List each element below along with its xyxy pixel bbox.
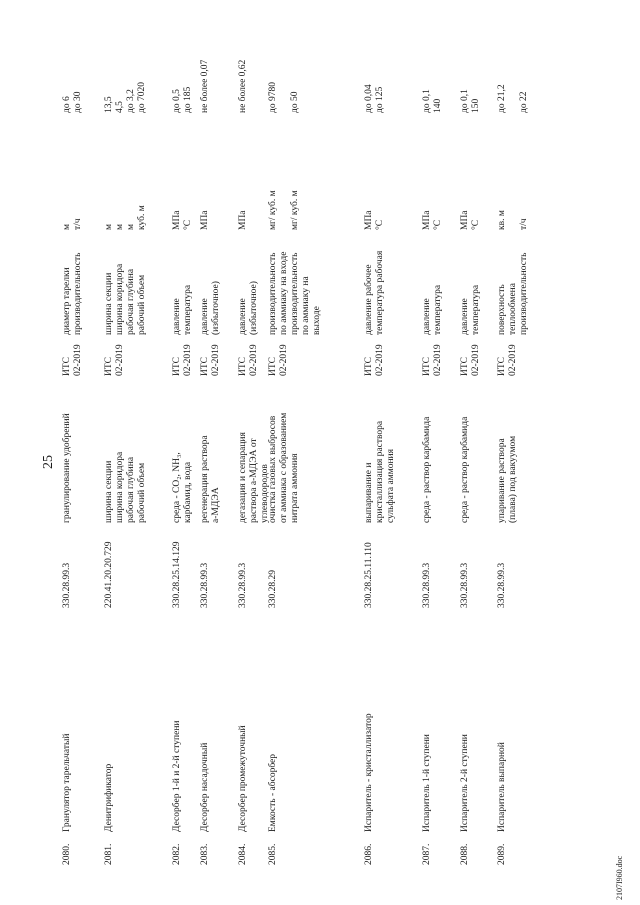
row-purpose-line: (плава) под вакуумом	[508, 435, 518, 523]
row-values-line: до 9780	[268, 82, 278, 113]
row-values-line	[508, 84, 519, 113]
row-number: 2088.	[460, 843, 470, 865]
row-characteristics-line: производительность	[519, 252, 529, 335]
row-purpose-line: очистка газовых выбросов	[268, 415, 278, 523]
row-characteristics-line: давление	[460, 298, 470, 335]
row-characteristics-line: давление	[238, 298, 248, 335]
row-characteristics-line: поверхность	[497, 284, 507, 335]
row-units-line: °С	[471, 219, 481, 230]
row-characteristics	[497, 253, 530, 335]
row-units-line: МПа	[364, 210, 374, 230]
row-characteristics-line: производительность	[73, 252, 83, 335]
row-characteristics-line: (избыточное)	[249, 281, 259, 335]
row-characteristics	[268, 252, 323, 335]
row-units-line	[508, 210, 519, 230]
row-characteristics-line: температура	[471, 284, 481, 335]
row-equipment-name: Гранулятор тарельчатый	[62, 733, 72, 832]
row-units	[200, 210, 211, 230]
row-characteristics-line: температура рабочая	[375, 250, 385, 335]
row-units	[460, 210, 482, 230]
row-purpose	[497, 436, 519, 523]
row-purpose	[104, 452, 148, 523]
row-equipment-name: Десорбер насадочный	[200, 742, 210, 832]
row-units	[104, 205, 148, 230]
row-characteristics	[460, 285, 482, 335]
row-okpd-code: 330.28.99.3	[238, 562, 248, 608]
row-purpose-line: кристаллизация раствора	[375, 420, 385, 523]
row-its-reference-line: ИТС	[268, 357, 278, 376]
row-characteristics	[104, 264, 148, 335]
row-purpose-line: среда - раствор карбамида	[422, 416, 432, 523]
row-characteristics-line: давление	[422, 298, 432, 335]
row-units-line: т/ч	[519, 218, 529, 230]
row-its-reference-line: 02-2019	[183, 344, 193, 376]
row-values-line: до 0,5	[172, 89, 182, 113]
row-purpose	[268, 413, 301, 523]
row-purpose	[364, 421, 397, 523]
row-units-line: кв. м	[497, 210, 507, 230]
row-purpose-line: от аммиака с образованием	[279, 412, 289, 523]
row-characteristics	[364, 251, 386, 335]
row-its-reference-line: 02-2019	[249, 344, 259, 376]
row-purpose-line: среда - раствор карбамида	[460, 416, 470, 523]
row-units-line: м	[126, 223, 136, 230]
row-okpd-code: 330.28.99.3	[497, 562, 507, 608]
row-number: 2080.	[62, 843, 72, 865]
row-its-reference-line: ИТС	[62, 357, 72, 376]
row-values	[104, 82, 148, 113]
row-equipment-name: Емкость - абсорбер	[268, 754, 278, 832]
row-values-line: до 125	[375, 86, 385, 113]
row-characteristics	[238, 281, 260, 335]
row-purpose-line: рабочий объем	[137, 462, 147, 523]
row-number: 2082.	[172, 843, 182, 865]
row-its-reference-line: 02-2019	[279, 344, 289, 376]
row-its-reference	[200, 344, 222, 376]
row-units-line: т/ч	[73, 218, 83, 230]
row-characteristics	[172, 285, 194, 335]
row-its-reference-line: ИТС	[104, 357, 114, 376]
page-number: 25	[41, 455, 56, 469]
row-its-reference	[268, 344, 290, 376]
row-purpose-line: углеводородов	[260, 464, 270, 523]
row-characteristics-line: производительность	[268, 252, 278, 335]
row-purpose-line: раствора а-МДЭА от	[249, 438, 259, 523]
row-units	[364, 210, 386, 230]
row-number: 2087.	[422, 843, 432, 865]
row-values-line: до 185	[183, 86, 193, 113]
row-its-reference	[238, 344, 260, 376]
row-units-line: МПа	[422, 210, 432, 230]
row-values-line	[279, 82, 290, 113]
row-its-reference-line: 02-2019	[433, 344, 443, 376]
row-okpd-code: 330.28.99.3	[62, 562, 72, 608]
row-values-line: до 21,2	[497, 84, 507, 113]
row-its-reference	[62, 344, 84, 376]
row-purpose-line: рабочая глубина	[126, 456, 136, 523]
row-units	[497, 210, 530, 230]
row-units-line: мг/ куб. м	[268, 190, 278, 230]
row-characteristics-line: ширина секции	[104, 272, 114, 335]
row-units	[172, 210, 194, 230]
row-values-line: до 22	[519, 91, 529, 113]
row-purpose-line: регенерация раствора	[200, 435, 210, 523]
row-values	[238, 60, 249, 113]
row-okpd-code: 220.41.20.20.729	[104, 541, 114, 608]
row-characteristics-line: температура	[183, 284, 193, 335]
row-number: 2089.	[497, 843, 507, 865]
row-equipment-name: Испаритель выпарной	[497, 742, 507, 832]
row-okpd-code: 330.28.99.3	[200, 562, 210, 608]
row-purpose-line: ширина секции	[104, 460, 114, 523]
row-okpd-code: 330.28.99.3	[460, 562, 470, 608]
row-values-line: до 0,04	[364, 84, 374, 113]
row-characteristics-line: давление	[172, 298, 182, 335]
row-number: 2084.	[238, 843, 248, 865]
row-purpose-line: выпаривание и	[364, 462, 374, 523]
row-its-reference	[172, 344, 194, 376]
row-purpose-line: нитрата аммония	[290, 453, 300, 523]
row-purpose	[422, 417, 433, 523]
row-purpose	[460, 417, 471, 523]
row-values-line: до 0,1	[422, 89, 432, 113]
row-values	[422, 89, 444, 113]
row-purpose-line: гранулирование удобрений	[62, 413, 72, 523]
row-its-reference-line: 02-2019	[73, 344, 83, 376]
row-okpd-code: 330.28.25.14.129	[172, 541, 182, 608]
row-purpose	[238, 432, 271, 523]
row-its-reference-line: ИТС	[497, 357, 507, 376]
row-purpose-line: сульфата аммония	[386, 448, 396, 523]
row-characteristics-line: ширина коридора	[115, 263, 125, 335]
row-values	[364, 84, 386, 113]
row-purpose-line: а-МДЭА	[211, 487, 221, 523]
row-its-reference-line: 02-2019	[508, 344, 518, 376]
row-characteristics-line: по аммиаку на	[301, 276, 311, 335]
row-units-line: м	[62, 223, 72, 230]
row-values	[460, 89, 482, 113]
row-units-line: МПа	[172, 210, 182, 230]
row-purpose	[172, 452, 194, 523]
row-its-reference-line: 02-2019	[375, 344, 385, 376]
row-values	[200, 60, 211, 113]
row-purpose	[62, 413, 73, 523]
row-its-reference-line: ИТС	[460, 357, 470, 376]
row-values-line: до 3,2	[126, 89, 136, 113]
row-characteristics-line: теплообмена	[508, 283, 518, 335]
row-okpd-code: 330.28.99.3	[422, 562, 432, 608]
row-its-reference-line: ИТС	[172, 357, 182, 376]
row-units-line: мг/ куб. м	[290, 190, 300, 230]
row-characteristics-line: давление рабочее	[364, 264, 374, 335]
row-characteristics-line: по аммиаку на входе	[279, 251, 289, 335]
row-purpose-line: ширина коридора	[115, 451, 125, 523]
row-characteristics-line: давление	[200, 298, 210, 335]
row-okpd-code: 330.28.29	[268, 570, 278, 608]
row-units-line: м	[104, 223, 114, 230]
row-characteristics-line: рабочая глубина	[126, 268, 136, 335]
row-units-line: МПа	[238, 210, 248, 230]
row-units-line: куб. м	[137, 205, 147, 230]
row-number: 2083.	[200, 843, 210, 865]
footer-filename: 2107I960.doc	[615, 855, 624, 900]
row-characteristics	[200, 281, 222, 335]
row-values-line: не более 0,62	[238, 59, 248, 113]
row-units-line: МПа	[200, 210, 210, 230]
row-values-line: до 6	[62, 96, 72, 113]
row-values	[62, 92, 84, 113]
row-values-line: 140	[433, 98, 443, 113]
row-values-line: 4,5	[115, 101, 125, 113]
row-characteristics	[62, 253, 84, 335]
row-values-line: до 50	[290, 91, 300, 113]
row-its-reference-line: ИТС	[200, 357, 210, 376]
row-okpd-code: 330.28.25.11.110	[364, 542, 374, 608]
row-values	[268, 82, 301, 113]
row-values-line: 13,5	[104, 96, 114, 113]
row-its-reference	[460, 344, 482, 376]
row-equipment-name: Денитрификатор	[104, 763, 114, 832]
row-its-reference	[104, 344, 126, 376]
row-units	[238, 210, 249, 230]
row-equipment-name: Десорбер промежуточный	[238, 725, 248, 832]
row-units	[62, 218, 84, 230]
row-units-line: °С	[433, 219, 443, 230]
row-purpose-line: дегазация и сепарация	[238, 432, 248, 523]
row-values-line: не более 0,07	[200, 59, 210, 113]
row-its-reference-line: 02-2019	[471, 344, 481, 376]
row-values-line: до 7020	[137, 82, 147, 113]
row-units-line: м	[115, 223, 125, 230]
row-characteristics-line: температура	[433, 284, 443, 335]
row-units	[268, 190, 301, 230]
row-equipment-name: Десорбер 1-й и 2-й ступени	[172, 720, 182, 832]
row-values-line: до 0,1	[460, 89, 470, 113]
row-its-reference-line: 02-2019	[211, 344, 221, 376]
row-purpose-line: среда - CO₂, NH₃,	[172, 452, 182, 523]
row-purpose-line: упаривание раствора	[497, 438, 507, 523]
row-number: 2085.	[268, 843, 278, 865]
row-purpose	[200, 435, 222, 523]
row-purpose-line: карбамид, вода	[183, 461, 193, 523]
row-units-line: °С	[375, 219, 385, 230]
row-equipment-name: Испаритель - кристаллизатор	[364, 713, 374, 832]
row-equipment-name: Испаритель 2-й ступени	[460, 734, 470, 832]
row-units-line: °С	[183, 219, 193, 230]
row-characteristics-line: (избыточное)	[211, 281, 221, 335]
row-its-reference-line: ИТС	[238, 357, 248, 376]
row-its-reference-line: 02-2019	[115, 344, 125, 376]
row-its-reference-line: ИТС	[422, 357, 432, 376]
row-units-line	[279, 190, 290, 230]
row-characteristics-line: диаметр тарелки	[62, 267, 72, 335]
row-characteristics	[422, 285, 444, 335]
row-characteristics-line: выходе	[312, 306, 322, 335]
row-number: 2081.	[104, 843, 114, 865]
row-units-line: МПа	[460, 210, 470, 230]
row-equipment-name: Испаритель 1-й ступени	[422, 734, 432, 832]
row-values	[172, 87, 194, 113]
row-its-reference-line: ИТС	[364, 357, 374, 376]
row-its-reference	[422, 344, 444, 376]
row-units	[422, 210, 444, 230]
row-its-reference	[364, 344, 386, 376]
row-characteristics-line: производительность	[290, 252, 300, 335]
row-its-reference	[497, 344, 519, 376]
row-values	[497, 84, 530, 113]
row-values-line: 150	[471, 98, 481, 113]
row-characteristics-line: рабочий объем	[137, 274, 147, 335]
row-values-line: до 30	[73, 91, 83, 113]
row-number: 2086.	[364, 843, 374, 865]
